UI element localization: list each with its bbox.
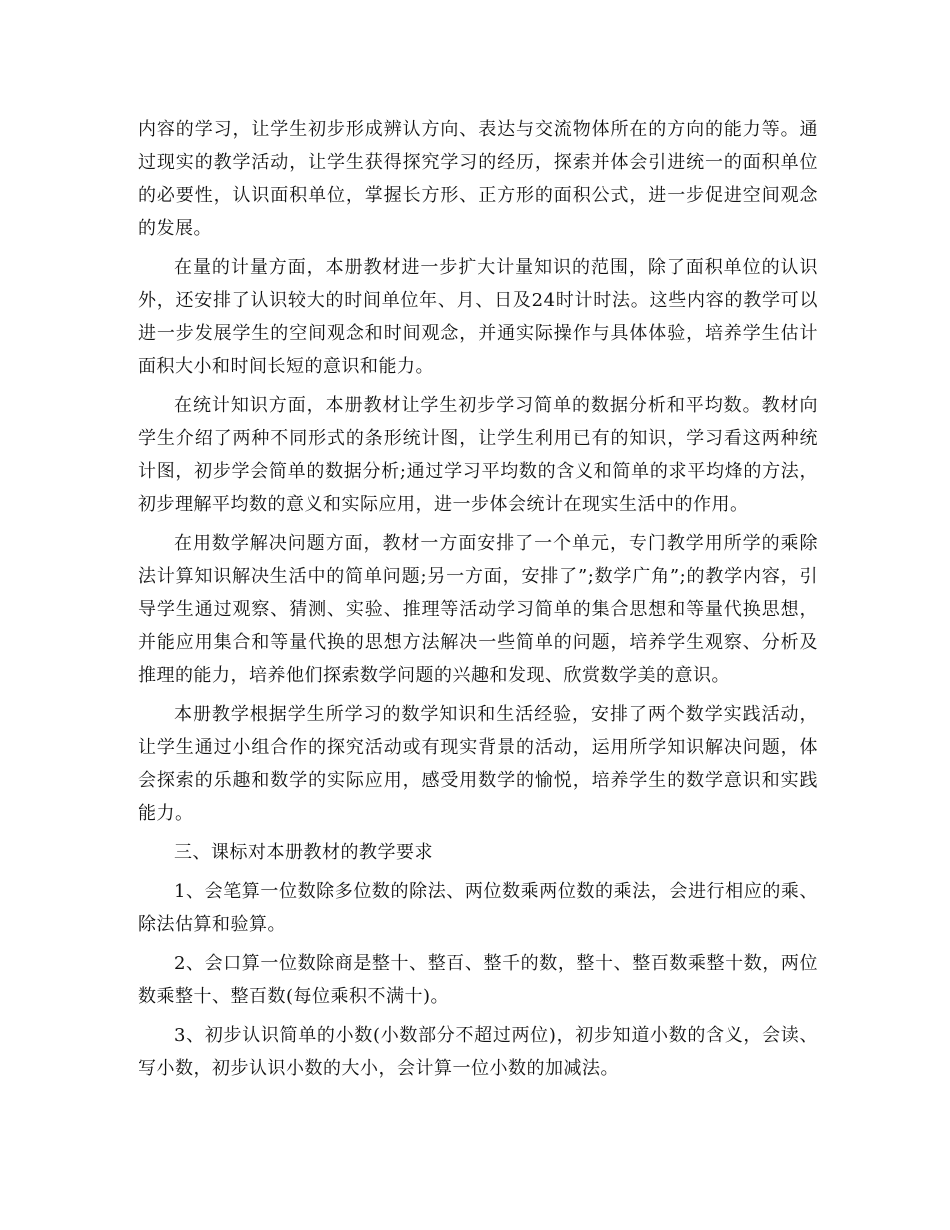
section-heading: 三、课标对本册教材的教学要求 — [174, 842, 433, 863]
requirement-item-2: 2、会口算一位数除商是整十、整百、整千的数，整十、整百数乘整十数，两位数乘整十、整百数(每位乘积不满十)。 — [138, 953, 818, 1007]
paragraph-2: 在量的计量方面，本册教材进一步扩大计量知识的范围，除了面积单位的认识外，还安排了认识较大的时间单位年、月、日及24时计时法。这些内容的教学可以进一步发展学生的空间观念和时间观念，并通实际操作与具体体验，培养学生估计面积大小和时间长短的意识和能力。 — [138, 257, 818, 377]
paragraph-1: 内容的学习，让学生初步形成辨认方向、表达与交流物体所在的方向的能力等。通过现实的教学活动，让学生获得探究学习的经历，探索并体会引进统一的面积单位的必要性，认识面积单位，掌握长方形、正方形的面积公式，进一步促进空间观念的发展。 — [138, 119, 818, 239]
requirement-item-3: 3、初步认识简单的小数(小数部分不超过两位)，初步知道小数的含义，会读、写小数，初步认识小数的大小，会计算一位小数的加减法。 — [138, 1025, 818, 1079]
document-body — [138, 113, 818, 1091]
paragraph-4: 在用数学解决问题方面，教材一方面安排了一个单元，专门教学用所学的乘除法计算知识解决生活中的简单问题;另一方面，安排了”;数学广角”;的教学内容，引导学生通过观察、猜测、实验、推理等活动学习简单的集合思想和等量代换思想，并能应用集合和等量代换的思想方法解决一些简单的问题，培养学生观察、分析及推理的能力，培养他们探索数学问题的兴趣和发现、欣赏数学美的意识。 — [138, 533, 818, 686]
paragraph-5: 本册教学根据学生所学习的数学知识和生活经验，安排了两个数学实践活动，让学生通过小组合作的探究活动或有现实背景的活动，运用所学知识解决问题，体会探索的乐趣和数学的实际应用，感受用数学的愉悦，培养学生的数学意识和实践能力。 — [138, 704, 818, 824]
paragraph-3: 在统计知识方面，本册教材让学生初步学习简单的数据分析和平均数。教材向学生介绍了两种不同形式的条形统计图，让学生利用已有的知识，学习看这两种统计图，初步学会简单的数据分析;通过学习平均数的含义和简单的求平均烽的方法，初步理解平均数的意义和实际应用，进一步体会统计在现实生活中的作用。 — [138, 395, 818, 515]
requirement-item-1: 1、会笔算一位数除多位数的除法、两位数乘两位数的乘法，会进行相应的乘、除法估算和验算。 — [138, 881, 818, 935]
